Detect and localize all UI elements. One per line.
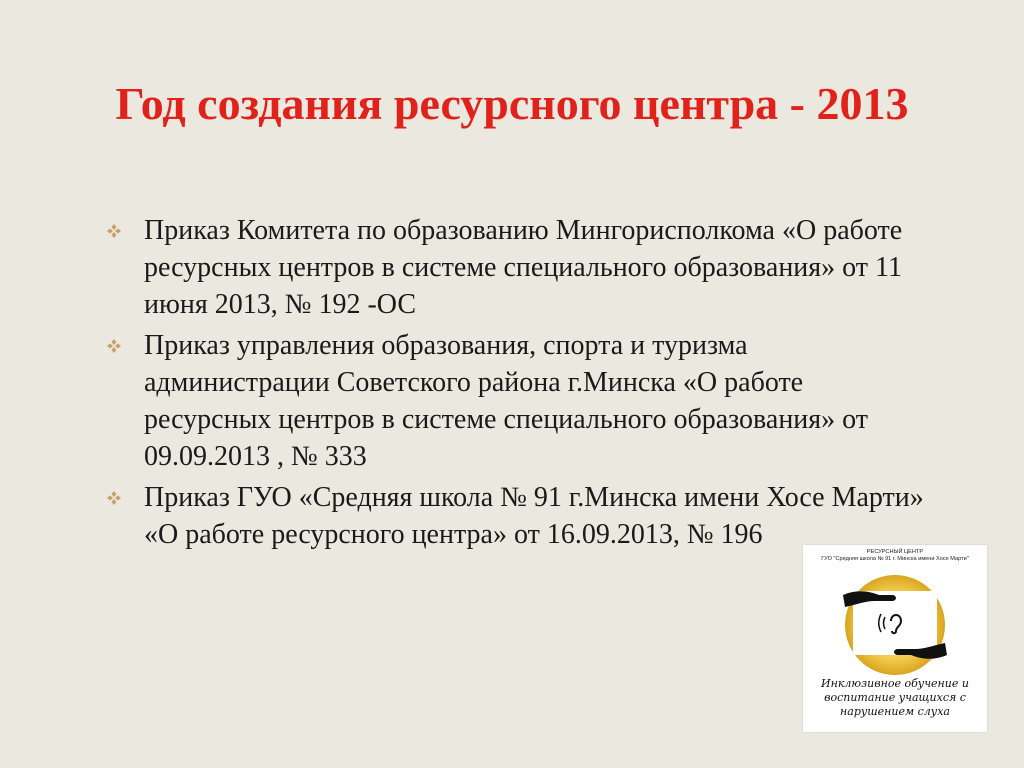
logo-header (803, 549, 987, 563)
bullet-list (104, 212, 934, 557)
bullet-text: Приказ управления образования, спорта и туризма администрации Советского района г.Минска «О работе ресурсных центров в системе специального образования» от 09.09.2013 , № 333 (144, 330, 869, 472)
list-item (104, 327, 934, 475)
list-item (104, 212, 934, 323)
diamond-bullet-icon (106, 338, 122, 354)
logo-header-line1: РЕСУРСНЫЙ ЦЕНТР (866, 549, 924, 555)
list-item (104, 479, 934, 553)
logo-header-line2: ГУО "Средняя школа № 91 г. Минска имени Хосе Марти" (821, 556, 969, 562)
slide-title: Год создания ресурсного центра - 2013 (115, 78, 909, 129)
diamond-bullet-icon (106, 223, 122, 239)
bullet-text: Приказ Комитета по образованию Мингорисполкома «О работе ресурсных центров в системе специального образования» от 11 июня 2013, № 192 -ОС (144, 215, 903, 320)
bullet-text: Приказ ГУО «Средняя школа № 91 г.Минска имени Хосе Марти» «О работе ресурсного центра» от 16.09.2013, № 196 (144, 482, 924, 550)
resource-center-logo (803, 545, 987, 732)
diamond-bullet-icon (106, 490, 122, 506)
logo-caption: Инклюзивное обучение и воспитание учащихся с нарушением слуха (821, 677, 969, 718)
hands-ear-icon (839, 571, 951, 679)
